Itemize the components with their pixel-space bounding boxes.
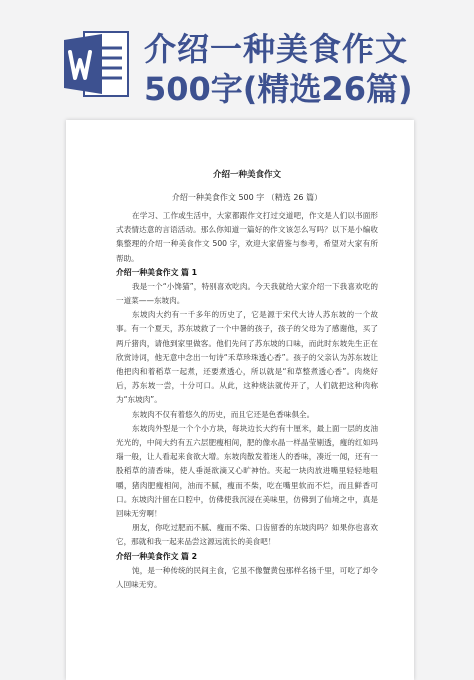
document-subtitle: 介绍一种美食作文 500 字 （精选 26 篇） [171,193,323,202]
section2-paragraph: 饨，是一种传统的民间主食，它虽不像蟹黄包那样名扬千里，可吃了却令人回味无穷。 [116,565,378,589]
section1-paragraph: 东坡肉大约有一千多年的历史了，它是源于宋代大诗人苏东坡的一个故事。有一个夏天，苏东坡救了一个中暑的孩子，孩子的父母为了感谢他，买了两斤猪肉，请他到家里做客。他们先问了苏东坡的口味，而此时东坡先生正在欣赏诗词，他无意中念出一句诗“禾草珍珠透心香”。孩子的父亲认为苏东坡让他把肉和着稻草一起煮，还要煮透心，所以就是“和草整煮透心香”。肉烧好后，苏东坡一尝，十分可口。从此，这种烧法就传开了，人们就把这种肉称为“东坡肉”。 [116,310,378,405]
section1-paragraph: 东坡肉外型是一个个小方块，每块边长大约有十厘米，最上面一层的皮油光光的，中间大约有五六层肥瘦相间，肥的像水晶一样晶莹剔透，瘦的红如玛瑙一般，让人看起来食欲大增。东坡肉散发着迷人的香味，凑近一闻，还有一股稻草的清香味，使人垂涎欲滴又心旷神怡。夹起一块肉放进嘴里轻轻地咀嚼，猪肉肥瘦相间，油而不腻，瘦而不柴，吃在嘴里软而不烂，而且鲜香可口。东坡肉汁留在口腔中，仿佛使我沉浸在美味里，仿佛到了仙境之中，真是回味无穷啊！ [116,423,378,519]
intro-paragraph: 在学习、工作或生活中，大家都跟作文打过交道吧，作文是人们以书面形式表情达意的言语活动。那么你知道一篇好的作文该怎么写吗？以下是小编收集整理的介绍一种美食作文 500 字，欢迎大家借鉴与参考，希望对大家有所帮助。 [116,211,378,263]
section-heading-2: 介绍一种美食作文 篇 2 [116,551,198,561]
document-title: 介绍一种美食作文 [212,170,281,180]
document-page [66,120,414,680]
section1-paragraph: 我是一个“小馋猫”，特别喜欢吃肉。今天我就给大家介绍一下我喜欢吃的一道菜——东坡肉。 [116,281,378,306]
page-title-line-1: 介绍一种美食作文 [144,30,409,68]
section1-paragraph: 朋友，你吃过肥而不腻、瘦而不柴、口齿留香的东坡肉吗？如果你也喜欢它，那就和我一起来品尝这源远流长的美食吧！ [116,523,378,547]
section1-paragraph: 东坡肉不仅有着悠久的历史，而且它还是色香味俱全。 [132,409,315,419]
section-heading-1: 介绍一种美食作文 篇 1 [116,267,198,277]
word-document-icon [62,28,132,100]
document-body [116,168,378,592]
document-header [0,0,474,112]
page-title-line-2: 500字(精选26篇) [144,70,413,108]
